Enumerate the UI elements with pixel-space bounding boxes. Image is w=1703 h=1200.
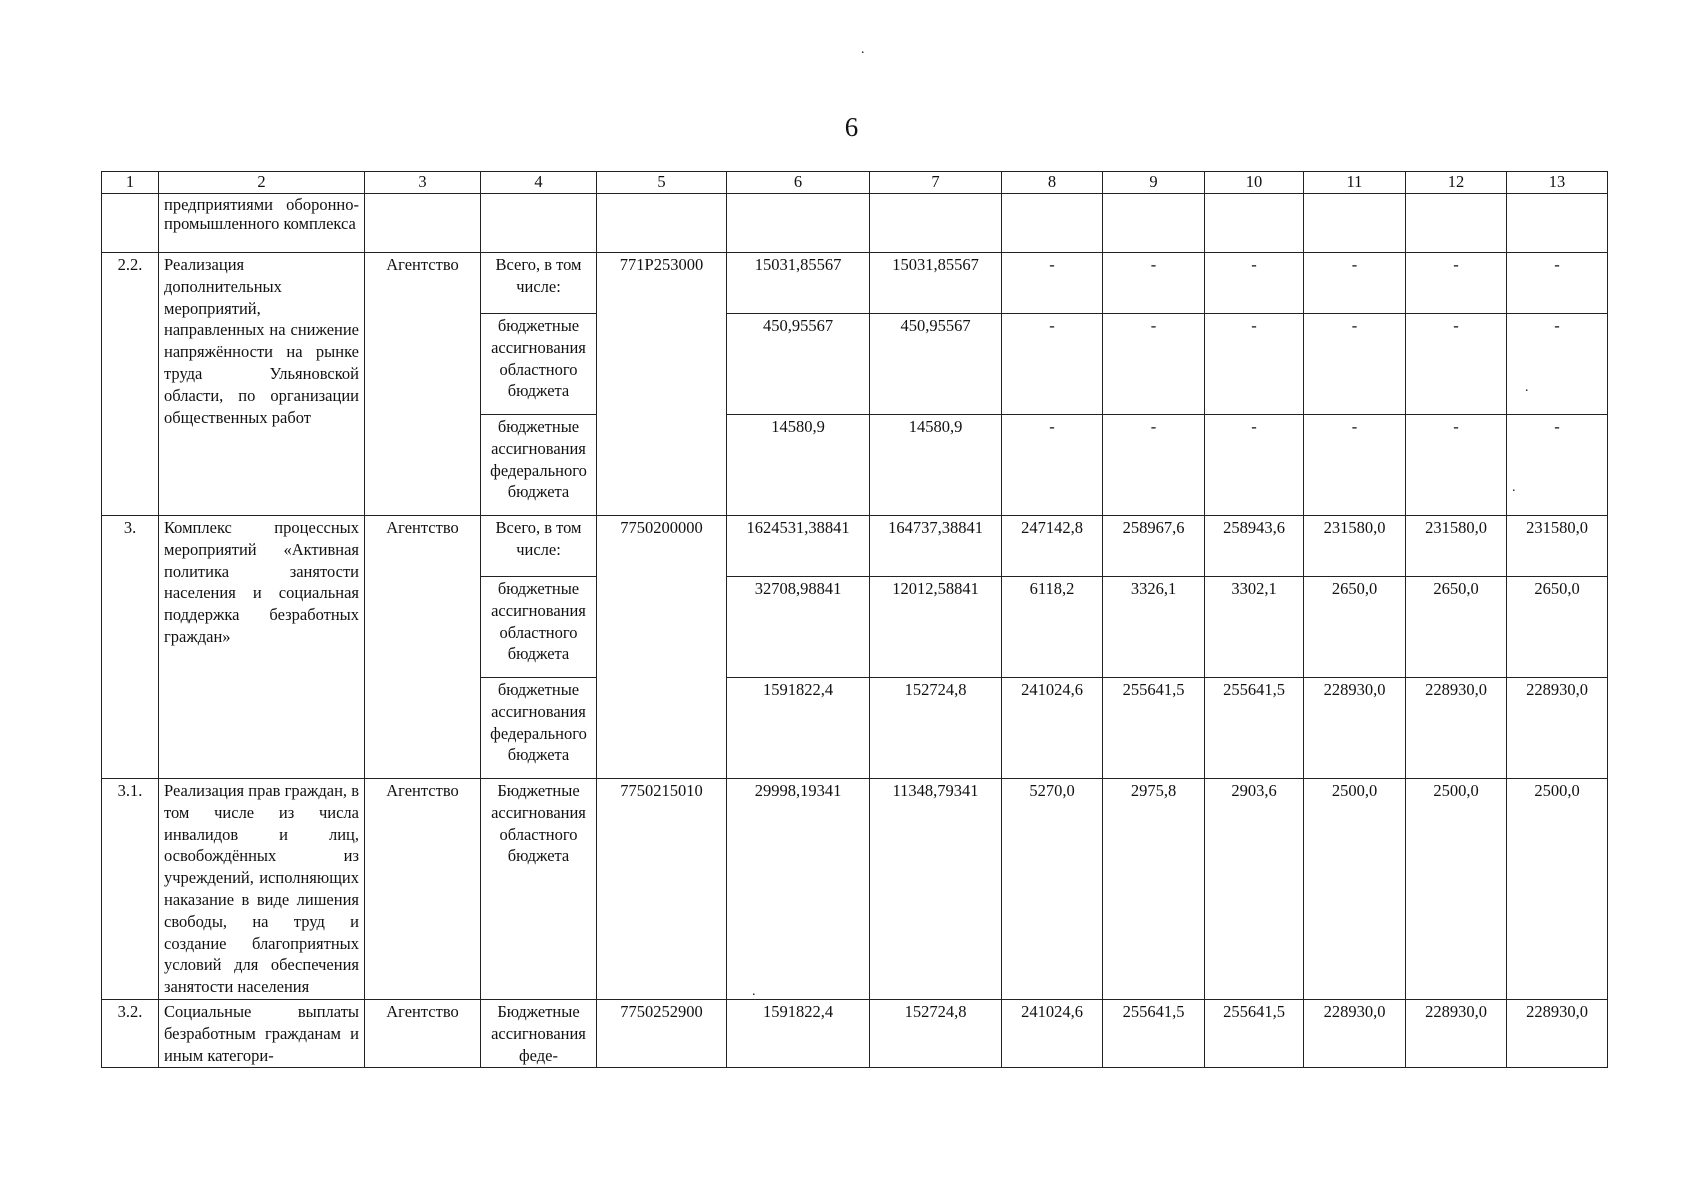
measure-name: Реализация дополнительных мероприятий, направленных на снижение напряжённости на рынке труда Ульяновской области, по организации общественных работ (159, 253, 365, 516)
amount-cell (1103, 194, 1205, 253)
table-row (102, 779, 1608, 1000)
amount-cell: 12012,58841 (870, 577, 1002, 678)
amount-cell: 241024,6 (1002, 678, 1103, 779)
funding-source: бюджетные ассигнования федерального бюджета (481, 415, 597, 516)
amount-cell: - (1304, 314, 1406, 415)
amount-cell: - (1507, 253, 1608, 314)
budget-code: 7750252900 (597, 999, 727, 1067)
responsible-agency: Агентство (365, 779, 481, 1000)
amount-cell: 14580,9 (727, 415, 870, 516)
amount-cell (727, 194, 870, 253)
funding-source: бюджетные ассигнования областного бюджета (481, 577, 597, 678)
measure-name: Комплекс процессных мероприятий «Активная политика занятости населения и социальная поддержка безработных граждан» (159, 516, 365, 779)
column-header: 12 (1406, 172, 1507, 194)
table-row (102, 253, 1608, 314)
amount-cell: 231580,0 (1304, 516, 1406, 577)
amount-cell: 228930,0 (1507, 678, 1608, 779)
amount-cell: - (1002, 314, 1103, 415)
column-header: 13 (1507, 172, 1608, 194)
scan-speck: . (1525, 380, 1529, 395)
scan-speck: . (861, 42, 865, 57)
column-header: 5 (597, 172, 727, 194)
amount-cell: 228930,0 (1406, 678, 1507, 779)
amount-cell: 1591822,4 (727, 678, 870, 779)
measure-name: Реализация прав граждан, в том числе из числа инвалидов и лиц, освобождённых из учреждений, исполняющих наказание в виде лишения свободы, на труд и создание благоприятных условий для обеспечения занятости населения (159, 779, 365, 1000)
amount-cell: 241024,6 (1002, 999, 1103, 1067)
amount-cell: 152724,8 (870, 678, 1002, 779)
amount-cell: 3326,1 (1103, 577, 1205, 678)
column-header: 9 (1103, 172, 1205, 194)
page-number: 6 (844, 112, 859, 142)
column-header: 2 (159, 172, 365, 194)
budget-table (101, 171, 1608, 1068)
amount-cell: 231580,0 (1406, 516, 1507, 577)
budget-code: 7750215010 (597, 779, 727, 1000)
scan-speck: . (1512, 480, 1516, 495)
column-header: 6 (727, 172, 870, 194)
amount-cell: - (1103, 415, 1205, 516)
table-row (102, 516, 1608, 577)
amount-cell: 2650,0 (1406, 577, 1507, 678)
amount-cell: 15031,85567 (727, 253, 870, 314)
funding-source (481, 194, 597, 253)
scan-speck: . (752, 984, 756, 999)
row-number: 3.1. (102, 779, 159, 1000)
funding-source: Бюджетные ассигнования областного бюджета (481, 779, 597, 1000)
amount-cell: 2500,0 (1406, 779, 1507, 1000)
row-number: 2.2. (102, 253, 159, 516)
amount-cell: - (1406, 415, 1507, 516)
measure-name: Социальные выплаты безработным гражданам и иным категори- (159, 999, 365, 1067)
amount-cell: - (1507, 415, 1608, 516)
amount-cell (1406, 194, 1507, 253)
amount-cell: - (1205, 253, 1304, 314)
row-number (102, 194, 159, 253)
amount-cell (870, 194, 1002, 253)
table-row (102, 194, 1608, 253)
column-header-row (102, 172, 1608, 194)
column-header: 10 (1205, 172, 1304, 194)
funding-source: Всего, в том числе: (481, 516, 597, 577)
amount-cell: - (1103, 314, 1205, 415)
column-header: 11 (1304, 172, 1406, 194)
amount-cell: 11348,79341 (870, 779, 1002, 1000)
amount-cell: 3302,1 (1205, 577, 1304, 678)
amount-cell: 255641,5 (1103, 678, 1205, 779)
funding-source: бюджетные ассигнования областного бюджета (481, 314, 597, 415)
column-header: 1 (102, 172, 159, 194)
amount-cell (1002, 194, 1103, 253)
column-header: 8 (1002, 172, 1103, 194)
amount-cell: - (1406, 314, 1507, 415)
amount-cell: 2500,0 (1304, 779, 1406, 1000)
amount-cell: 450,95567 (870, 314, 1002, 415)
amount-cell: 228930,0 (1507, 999, 1608, 1067)
measure-name: предприятиями оборонно-промышленного комплекса (159, 194, 365, 253)
amount-cell (1507, 194, 1608, 253)
amount-cell: 164737,38841 (870, 516, 1002, 577)
responsible-agency: Агентство (365, 516, 481, 779)
amount-cell: - (1406, 253, 1507, 314)
column-header: 7 (870, 172, 1002, 194)
amount-cell: 5270,0 (1002, 779, 1103, 1000)
row-number: 3. (102, 516, 159, 779)
amount-cell: 231580,0 (1507, 516, 1608, 577)
amount-cell: - (1304, 415, 1406, 516)
amount-cell: - (1103, 253, 1205, 314)
responsible-agency: Агентство (365, 999, 481, 1067)
funding-source: Бюджетные ассигнования феде- (481, 999, 597, 1067)
budget-code: 7750200000 (597, 516, 727, 779)
amount-cell: - (1507, 314, 1608, 415)
amount-cell: 255641,5 (1205, 678, 1304, 779)
amount-cell: 2650,0 (1304, 577, 1406, 678)
amount-cell: - (1002, 415, 1103, 516)
amount-cell: 247142,8 (1002, 516, 1103, 577)
amount-cell: - (1304, 253, 1406, 314)
amount-cell: 228930,0 (1304, 678, 1406, 779)
amount-cell: 2650,0 (1507, 577, 1608, 678)
amount-cell: 1591822,4 (727, 999, 870, 1067)
amount-cell: 228930,0 (1406, 999, 1507, 1067)
row-number: 3.2. (102, 999, 159, 1067)
amount-cell: - (1205, 314, 1304, 415)
amount-cell: 258943,6 (1205, 516, 1304, 577)
amount-cell: 14580,9 (870, 415, 1002, 516)
amount-cell: 255641,5 (1205, 999, 1304, 1067)
column-header: 4 (481, 172, 597, 194)
amount-cell: 1624531,38841 (727, 516, 870, 577)
amount-cell (1205, 194, 1304, 253)
budget-code: 771P253000 (597, 253, 727, 516)
amount-cell: 152724,8 (870, 999, 1002, 1067)
amount-cell: 258967,6 (1103, 516, 1205, 577)
budget-code (597, 194, 727, 253)
amount-cell: 32708,98841 (727, 577, 870, 678)
amount-cell: 6118,2 (1002, 577, 1103, 678)
responsible-agency: Агентство (365, 253, 481, 516)
amount-cell: 228930,0 (1304, 999, 1406, 1067)
amount-cell: - (1205, 415, 1304, 516)
amount-cell: 2500,0 (1507, 779, 1608, 1000)
amount-cell (1304, 194, 1406, 253)
funding-source: Всего, в том числе: (481, 253, 597, 314)
amount-cell: 2975,8 (1103, 779, 1205, 1000)
column-header: 3 (365, 172, 481, 194)
table-row (102, 999, 1608, 1067)
funding-source: бюджетные ассигнования федерального бюджета (481, 678, 597, 779)
amount-cell: 2903,6 (1205, 779, 1304, 1000)
amount-cell: - (1002, 253, 1103, 314)
amount-cell: 15031,85567 (870, 253, 1002, 314)
responsible-agency (365, 194, 481, 253)
amount-cell: 450,95567 (727, 314, 870, 415)
amount-cell: 29998,19341 (727, 779, 870, 1000)
amount-cell: 255641,5 (1103, 999, 1205, 1067)
